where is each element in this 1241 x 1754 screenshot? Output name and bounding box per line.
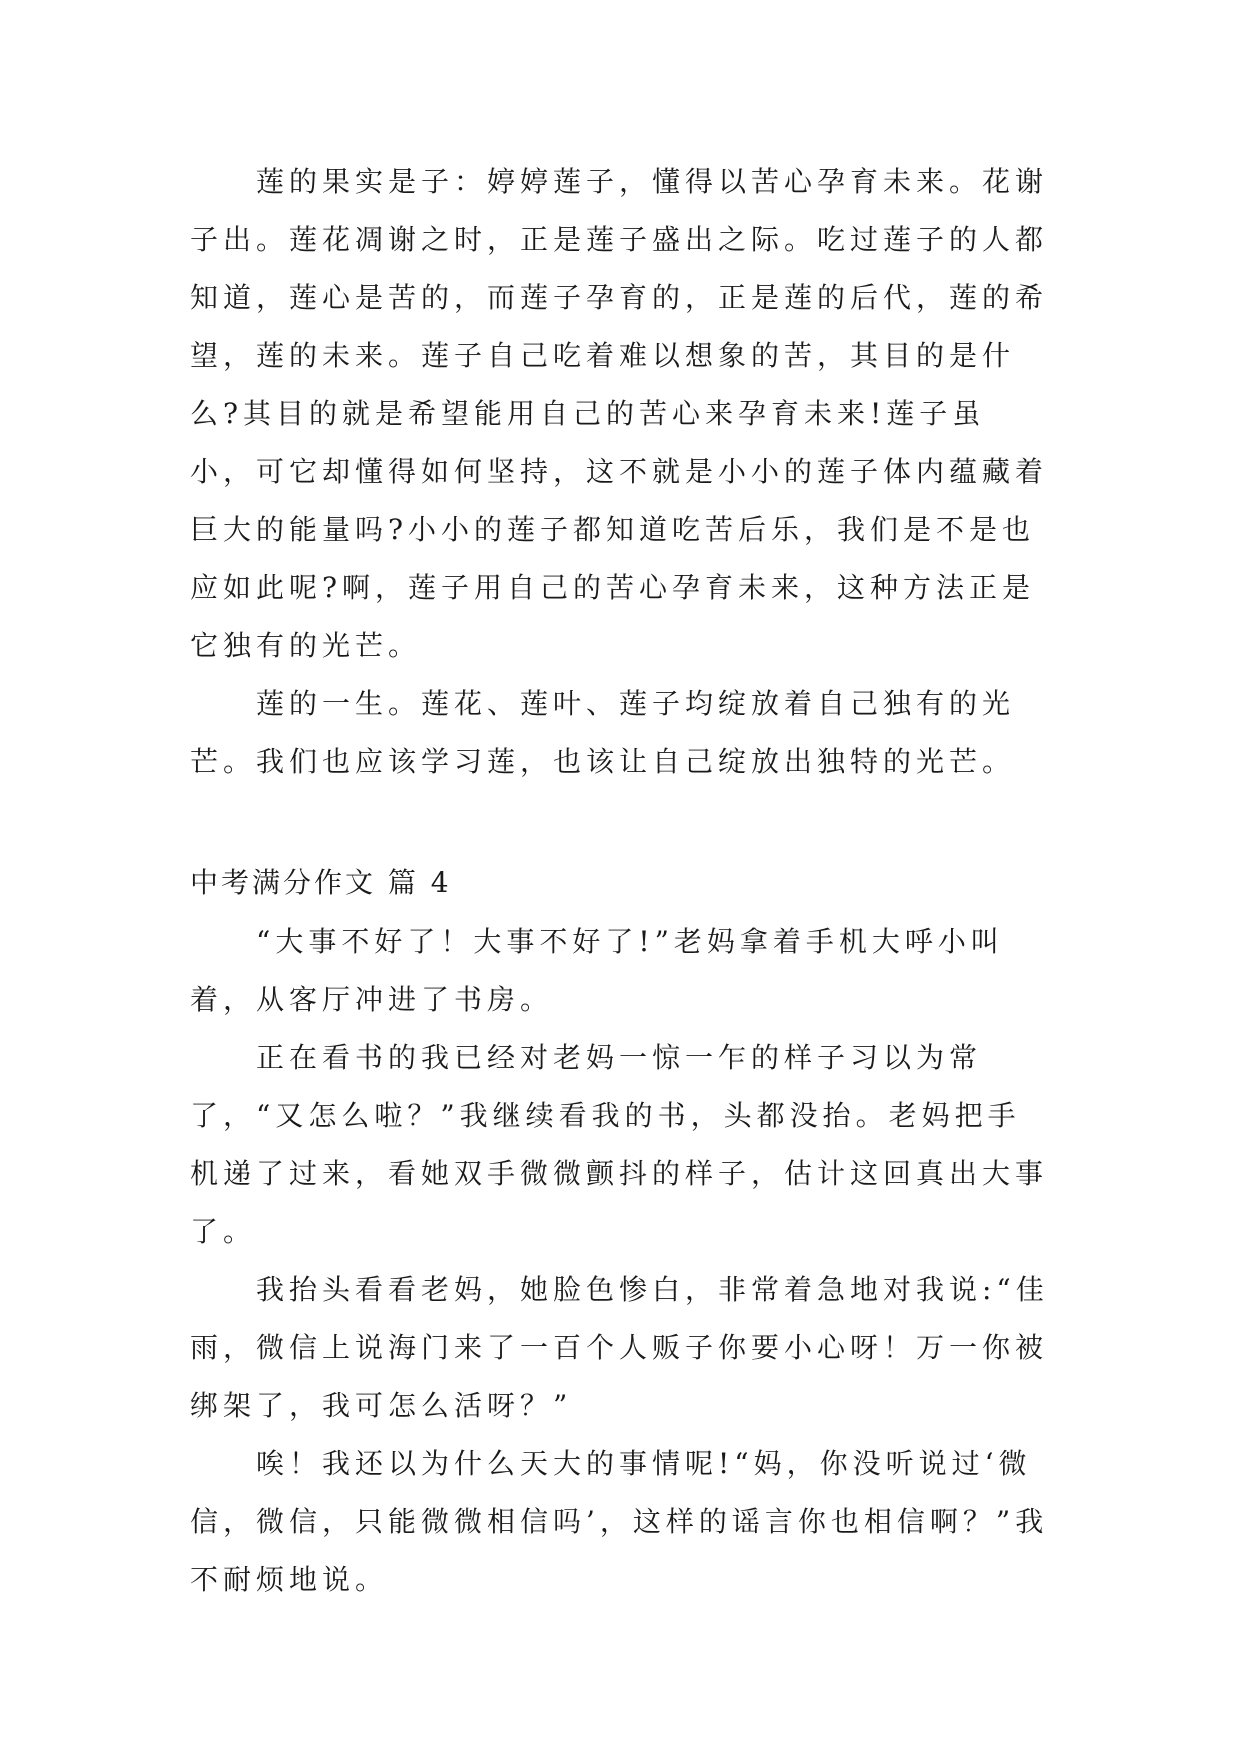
essay-continuation — [190, 153, 1050, 791]
paragraph-4: 唉！我还以为什么天大的事情呢!“妈，你没听说过‘微信，微信，只能微微相信吗’，这样的谣言你也相信啊？”我不耐烦地说。 — [190, 1447, 1049, 1596]
paragraph-3: 我抬头看看老妈，她脸色惨白，非常着急地对我说:“佳雨，微信上说海门来了一百个人贩子你要小心呀！万一你被绑架了，我可怎么活呀？” — [190, 1273, 1049, 1422]
paragraph-2: 正在看书的我已经对老妈一惊一乍的样子习以为常了，“又怎么啦？”我继续看我的书，头都没抬。老妈把手机递了过来，看她双手微微颤抖的样子，估计这回真出大事了。 — [190, 1041, 1049, 1248]
paragraph-lotus-seed: 莲的果实是子：婷婷莲子，懂得以苦心孕育未来。花谢子出。莲花凋谢之时，正是莲子盛出之际。吃过莲子的人都知道，莲心是苦的，而莲子孕育的，正是莲的后代，莲的希望，莲的未来。莲子自己吃着难以想象的苦，其目的是什么?其目的就是希望能用自己的苦心来孕育未来!莲子虽小，可它却懂得如何坚持，这不就是小小的莲子体内蕴藏着巨大的能量吗?小小的莲子都知道吃苦后乐，我们是不是也应如此呢?啊，莲子用自己的苦心孕育未来，这种方法正是它独有的光芒。 — [190, 165, 1049, 662]
essay-heading-block — [190, 854, 1050, 912]
paragraph-lotus-life: 莲的一生。莲花、莲叶、莲子均绽放着自己独有的光芒。我们也应该学习莲，也该让自己绽放出独特的光芒。 — [190, 687, 1016, 778]
essay-title: 中考满分作文 篇 4 — [190, 866, 452, 899]
paragraph-1: “大事不好了！大事不好了!”老妈拿着手机大呼小叫着，从客厅冲进了书房。 — [190, 925, 1004, 1016]
essay-4-body — [190, 913, 1050, 1609]
